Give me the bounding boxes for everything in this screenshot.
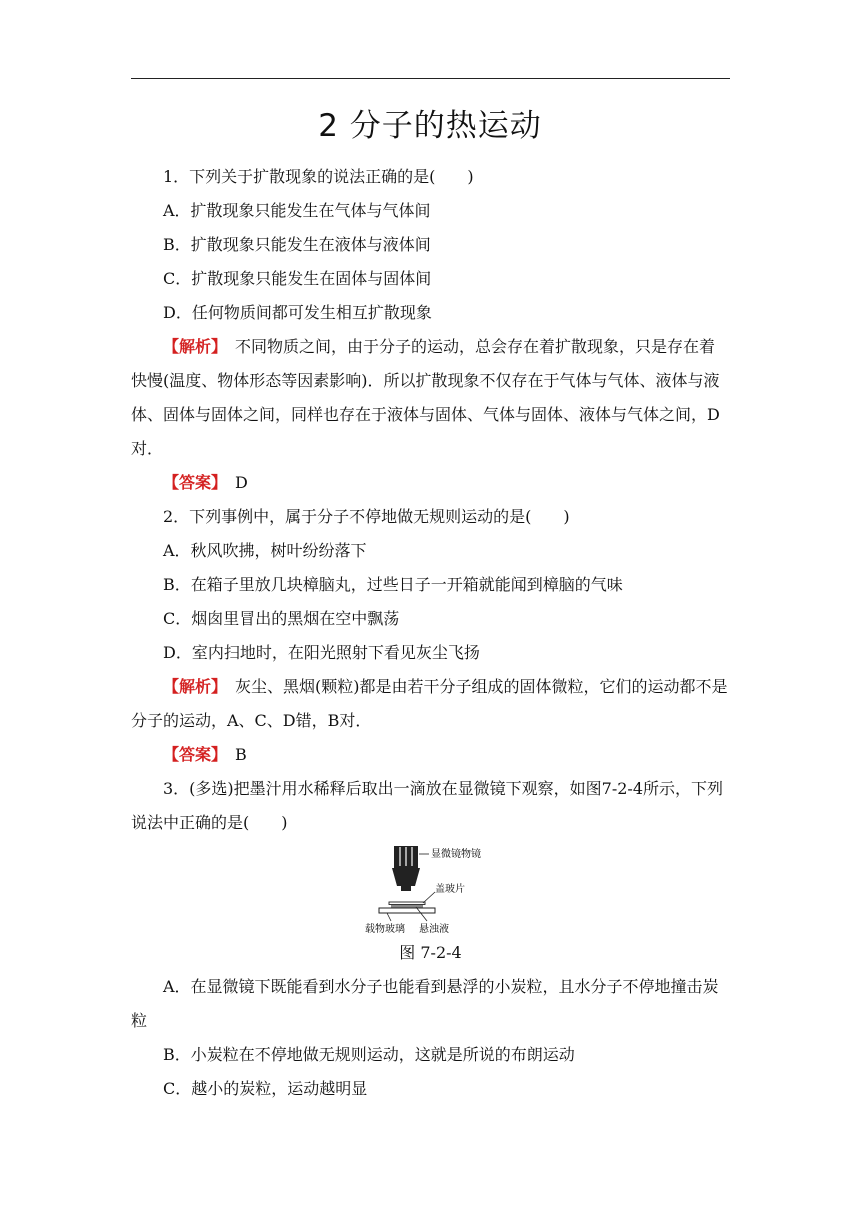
label-cover: 盖玻片 — [434, 884, 465, 895]
microscope-figure — [131, 844, 730, 936]
slide-shape — [379, 908, 435, 913]
q3-option-c: C．越小的炭粒，运动越明显 — [163, 1079, 368, 1098]
q1-option-d: D．任何物质间都可发生相互扩散现象 — [163, 303, 432, 322]
objective-tip-shape — [401, 886, 411, 891]
q1-analysis — [131, 330, 730, 466]
microscope-diagram — [361, 844, 501, 936]
document-body — [131, 160, 730, 1106]
q1-stem: 1．下列关于扩散现象的说法正确的是( ) — [163, 167, 474, 186]
objective-cone-shape — [392, 868, 420, 886]
q2-option-c: C．烟囱里冒出的黑烟在空中飘荡 — [163, 609, 400, 628]
figure-caption: 图 7-2-4 — [399, 943, 462, 962]
q2-answer — [131, 738, 730, 772]
q2-option-d: D．室内扫地时，在阳光照射下看见灰尘飞扬 — [163, 643, 480, 662]
q1-option-b: B．扩散现象只能发生在液体与液体间 — [163, 235, 431, 254]
q2-analysis-tag: 【解析】 — [163, 677, 220, 696]
label-liquid: 悬浊液 — [418, 924, 449, 935]
label-slide: 载物玻璃 — [364, 924, 405, 935]
q2-answer-tag: 【答案】 — [163, 745, 220, 764]
label-objective: 显微镜物镜 — [430, 849, 481, 860]
header-rule — [131, 78, 730, 79]
q3-option-b: B．小炭粒在不停地做无规则运动，这就是所说的布朗运动 — [163, 1045, 575, 1064]
q2-answer-text: B — [235, 745, 247, 764]
q3-option-a: A．在显微镜下既能看到水分子也能看到悬浮的小炭粒，且水分子不停地撞击炭粒 — [131, 977, 719, 1030]
q1-option-a: A．扩散现象只能发生在气体与气体间 — [163, 201, 431, 220]
cover-slip-shape — [389, 902, 425, 905]
page-title: 2 分子的热运动 — [318, 108, 542, 144]
q2-analysis-text: 灰尘、黑烟(颗粒)都是由若干分子组成的固体微粒，它们的运动都不是分子的运动，A、C、D错，B对． — [131, 677, 728, 730]
q2-option-b: B．在箱子里放几块樟脑丸，过些日子一开箱就能闻到樟脑的气味 — [163, 575, 623, 594]
q1-analysis-text: 不同物质之间，由于分子的运动，总会存在着扩散现象，只是存在着快慢(温度、物体形态等因素影响)．所以扩散现象不仅存在于气体与气体、液体与液体、固体与固体之间，同样也存在于液体与固体、气体与固体、液体与气体之间，D对． — [131, 337, 720, 458]
q1-answer-text: D — [235, 473, 248, 492]
q2-analysis — [131, 670, 730, 738]
q1-answer — [131, 466, 730, 500]
q1-answer-tag: 【答案】 — [163, 473, 220, 492]
q2-option-a: A．秋风吹拂，树叶纷纷落下 — [163, 541, 367, 560]
q3-stem: 3．(多选)把墨汁用水稀释后取出一滴放在显微镜下观察，如图7-2-4所示，下列说法中正确的是( ) — [131, 779, 724, 832]
q2-stem: 2．下列事例中，属于分子不停地做无规则运动的是( ) — [163, 507, 570, 526]
q1-analysis-tag: 【解析】 — [163, 337, 220, 356]
q1-option-c: C．扩散现象只能发生在固体与固体间 — [163, 269, 432, 288]
